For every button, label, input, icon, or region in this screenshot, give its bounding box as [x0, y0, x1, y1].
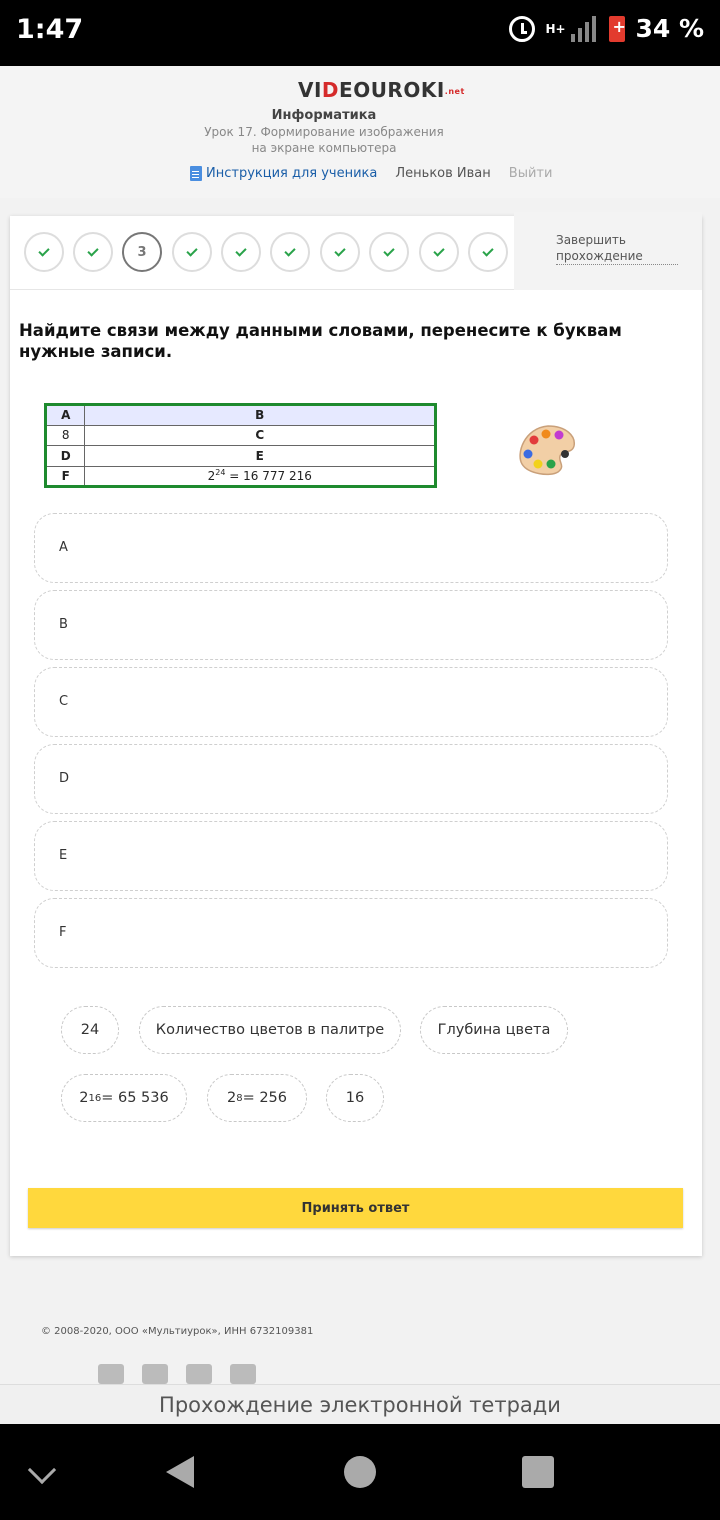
- recent-apps-icon[interactable]: [522, 1456, 554, 1488]
- logout-link[interactable]: Выйти: [508, 166, 553, 181]
- step-1[interactable]: [24, 232, 64, 272]
- step-6[interactable]: [270, 232, 310, 272]
- answer-chip-palette-colors[interactable]: Количество цветов в палитре: [139, 1006, 401, 1054]
- table-cell: $2^{24} = 16$ 777 216: [85, 466, 436, 487]
- check-icon: [482, 245, 493, 256]
- check-icon: [38, 245, 49, 256]
- question-text: Найдите связи между данными словами, перенесите к буквам нужные записи.: [19, 321, 622, 361]
- check-icon: [235, 245, 246, 256]
- chevron-down-icon[interactable]: [28, 1456, 56, 1484]
- table-cell: B: [85, 405, 436, 426]
- status-icons: [509, 14, 704, 43]
- step-9[interactable]: [419, 232, 459, 272]
- header-links: [190, 166, 552, 181]
- step-5[interactable]: [221, 232, 261, 272]
- finish-link[interactable]: Завершить прохождение: [556, 232, 678, 265]
- drop-zone-d[interactable]: D: [34, 744, 668, 814]
- alarm-icon: [509, 16, 535, 42]
- youtube-icon[interactable]: [230, 1364, 256, 1384]
- battery-percent: 34 %: [635, 14, 704, 43]
- answer-chip-16[interactable]: 16: [326, 1074, 384, 1122]
- table-row: [46, 446, 436, 467]
- status-bar: [0, 0, 720, 66]
- check-icon: [284, 245, 295, 256]
- check-icon: [186, 245, 197, 256]
- battery-icon: [609, 16, 625, 42]
- table-cell: F: [46, 466, 85, 487]
- drop-zone-c[interactable]: C: [34, 667, 668, 737]
- drop-zone-a[interactable]: A: [34, 513, 668, 583]
- answer-chip-2-8[interactable]: 2 8 = 256: [207, 1074, 307, 1122]
- table-cell: D: [46, 446, 85, 467]
- steps-bar: [10, 216, 702, 290]
- page-title-bar: Прохождение электронной тетради: [0, 1384, 720, 1424]
- answer-chip-2-16[interactable]: 2 16 = 65 536: [61, 1074, 187, 1122]
- table-cell: 8: [46, 425, 85, 446]
- drop-zone-f[interactable]: F: [34, 898, 668, 968]
- videouroki-logo[interactable]: VIDEOUROKI.net: [298, 78, 465, 102]
- finish-box: [514, 212, 702, 290]
- table-cell: A: [46, 405, 85, 426]
- step-4[interactable]: [172, 232, 212, 272]
- lesson-title: Урок 17. Формирование изображения на экране компьютера: [204, 125, 444, 155]
- palette-icon: [518, 424, 576, 476]
- site-footer: [0, 1276, 343, 1384]
- drop-zone-e[interactable]: E: [34, 821, 668, 891]
- instruction-link[interactable]: Инструкция для ученика: [190, 166, 377, 181]
- signal-icon: [571, 16, 599, 42]
- back-icon[interactable]: [166, 1456, 194, 1488]
- step-8[interactable]: [369, 232, 409, 272]
- navigation-bar: [0, 1424, 720, 1520]
- table-cell: C: [85, 425, 436, 446]
- step-3-current[interactable]: 3: [122, 232, 162, 272]
- ok-icon[interactable]: [142, 1364, 168, 1384]
- check-icon: [334, 245, 345, 256]
- table-cell: E: [85, 446, 436, 467]
- site-header: [0, 66, 720, 198]
- vk-icon[interactable]: [98, 1364, 124, 1384]
- status-time: 1:47: [16, 14, 84, 45]
- check-icon: [383, 245, 394, 256]
- answer-chip-24[interactable]: 24: [61, 1006, 119, 1054]
- network-type: H+: [545, 21, 566, 36]
- answer-chip-color-depth[interactable]: Глубина цвета: [420, 1006, 568, 1054]
- user-name[interactable]: Леньков Иван: [395, 166, 491, 181]
- question-picture-table: [44, 403, 437, 488]
- step-10[interactable]: [468, 232, 508, 272]
- check-icon: [87, 245, 98, 256]
- document-icon: [190, 166, 202, 181]
- table-row: [46, 466, 436, 487]
- social-links: [98, 1364, 256, 1384]
- subject-title: Информатика: [271, 108, 377, 123]
- check-icon: [433, 245, 444, 256]
- step-2[interactable]: [73, 232, 113, 272]
- task-card: [10, 216, 702, 1256]
- drop-zone-b[interactable]: B: [34, 590, 668, 660]
- table-row: [46, 405, 436, 426]
- table-row: [46, 425, 436, 446]
- home-icon[interactable]: [344, 1456, 376, 1488]
- copyright-text: © 2008-2020, ООО «Мультиурок», ИНН 6732109381: [41, 1326, 314, 1337]
- submit-answer-button[interactable]: Принять ответ: [28, 1188, 683, 1228]
- step-7[interactable]: [320, 232, 360, 272]
- facebook-icon[interactable]: [186, 1364, 212, 1384]
